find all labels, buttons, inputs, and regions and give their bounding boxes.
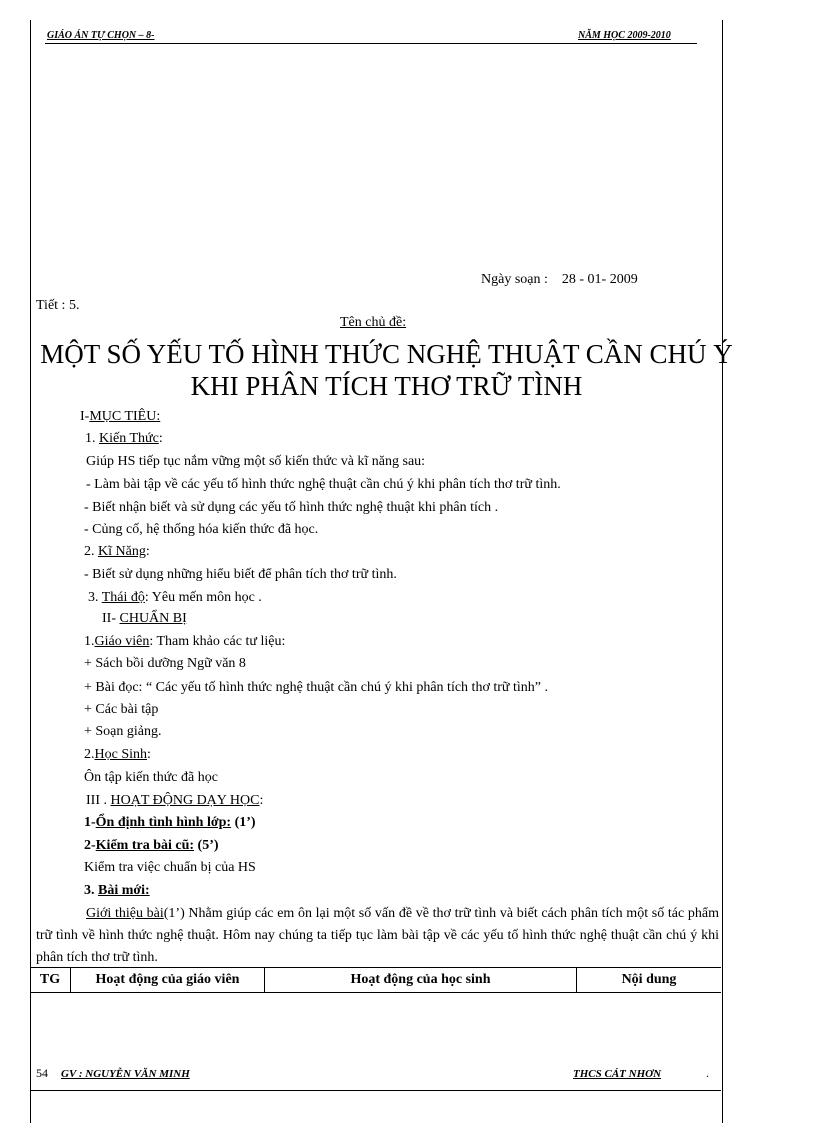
date-label: Ngày soạn : <box>481 272 548 287</box>
skills-item: - Biết sử dụng những hiểu biết để phân tích thơ trữ tình. <box>84 567 397 582</box>
knowledge-title: Kiến Thức <box>99 431 159 446</box>
step-1 <box>84 815 256 831</box>
teacher-prep-item-1: + Sách bồi dưỡng Ngữ văn 8 <box>84 656 246 671</box>
teacher-prep-item-2: + Bài đọc: “ Các yếu tố hình thức nghệ thuật cần chú ý khi phân tích thơ trữ tình” . <box>84 680 548 695</box>
footer-school-name: THCS CÁT NHƠN <box>573 1068 662 1080</box>
activity-table-header <box>30 967 721 993</box>
section-2-prefix: II- <box>102 611 120 626</box>
step-1-prefix: 1- <box>84 815 96 830</box>
section-3-title: HOẠT ĐỘNG DẠY HỌC <box>110 793 260 808</box>
section-2-heading <box>102 611 187 627</box>
section-1-heading <box>80 409 160 425</box>
date-line <box>481 272 638 288</box>
lesson-number: Tiết : 5. <box>36 298 80 313</box>
teacher-prep-heading <box>84 634 285 650</box>
student-prep-suffix: : <box>147 747 151 762</box>
intro-text: (1’) Nhằm giúp các em ôn lại một số vấn đề về thơ trữ tình và biết cách phân tích một số tác phẩm trữ tình về hình thức nghệ thuật. Hôm nay chúng ta tiếp tục làm bài tập về các yếu tố hình thức nghệ thuật cần chú ý khi phân tích thơ trữ tình. <box>36 906 719 965</box>
section-3-prefix: III . <box>86 793 111 808</box>
step-2-item: Kiểm tra việc chuẩn bị của HS <box>84 860 256 875</box>
teacher-prep-title: Giáo viên <box>94 634 150 649</box>
step-3 <box>84 883 150 899</box>
knowledge-prefix: 1. <box>85 431 99 446</box>
skills-title: Kĩ Năng <box>98 544 146 559</box>
student-prep-title: Học Sinh <box>94 747 147 762</box>
footer-page-number: 54 <box>36 1066 48 1080</box>
teacher-prep-item-3: + Các bài tập <box>84 702 159 717</box>
footer-teacher <box>61 1066 190 1081</box>
intro-label: Giới thiệu bài <box>86 906 164 921</box>
knowledge-intro: Giúp HS tiếp tục nắm vững một số kiến thức và kĩ năng sau: <box>86 454 426 469</box>
footer-teacher-name: GV : NGUYỄN VĂN MINH <box>61 1068 190 1080</box>
section-2-title: CHUẨN BỊ <box>119 611 187 626</box>
step-1-time: (1’) <box>231 815 256 830</box>
teacher-prep-item-4: + Soạn giảng. <box>84 724 162 739</box>
teacher-prep-prefix: 1. <box>84 634 95 649</box>
skills-suffix: : <box>145 544 150 559</box>
student-prep-prefix: 2. <box>84 747 95 762</box>
section-3-heading <box>86 793 263 809</box>
step-2 <box>84 838 219 854</box>
student-prep-item: Ôn tập kiến thức đã học <box>84 770 218 785</box>
intro-paragraph <box>36 903 719 969</box>
step-3-title: Bài mới: <box>98 883 150 898</box>
knowledge-item-3: - Củng cố, hệ thống hóa kiến thức đã học. <box>84 522 319 537</box>
section-1-prefix: I- <box>80 409 90 424</box>
skills-prefix: 2. <box>84 544 98 559</box>
table-col-content: Nội dung <box>621 972 677 987</box>
knowledge-suffix: : <box>158 431 163 446</box>
footer-divider <box>30 1090 721 1091</box>
section-1-title: MỤC TIÊU: <box>89 409 161 424</box>
step-2-title: Kiểm tra bài cũ: <box>95 838 195 853</box>
attitude-prefix: 3. <box>88 590 102 605</box>
skills-heading <box>84 544 150 560</box>
page-title: MỘT SỐ YẾU TỐ HÌNH THỨC NGHỆ THUẬT CẦN CHÚ Ý KHI PHÂN TÍCH THƠ TRỮ TÌNH <box>40 339 733 401</box>
step-2-prefix: 2- <box>84 838 96 853</box>
header-left: GIÁO ÁN TỰ CHỌN – 8- <box>47 30 155 41</box>
table-col-student: Hoạt động của học sinh <box>265 968 577 992</box>
knowledge-heading <box>85 431 163 447</box>
attitude-title: Thái độ <box>101 590 145 605</box>
header-divider <box>45 43 697 44</box>
footer-school <box>573 1066 661 1081</box>
table-col-teacher: Hoạt động của giáo viên <box>71 968 265 992</box>
step-1-title: Ổn định tình hình lớp: <box>95 815 232 830</box>
date-value: 28 - 01- 2009 <box>561 272 638 287</box>
footer-dot: . <box>706 1066 709 1080</box>
student-prep-heading <box>84 747 151 763</box>
knowledge-item-1: - Làm bài tập về các yếu tố hình thức nghệ thuật cần chú ý khi phân tích thơ trữ tình. <box>86 477 561 492</box>
topic-label: Tên chủ đề: <box>340 315 407 330</box>
step-3-prefix: 3. <box>84 883 98 898</box>
attitude-line <box>88 590 262 606</box>
header-right: NĂM HỌC 2009-2010 <box>578 30 671 41</box>
teacher-prep-text: : Tham khảo các tư liệu: <box>149 634 286 649</box>
section-3-suffix: : <box>259 793 264 808</box>
knowledge-item-2: - Biết nhận biết và sử dụng các yếu tố hình thức nghệ thuật khi phân tích . <box>84 500 499 515</box>
step-2-time: (5’) <box>194 838 219 853</box>
table-col-time: TG <box>30 968 71 992</box>
attitude-text: : Yêu mến môn học . <box>144 590 262 605</box>
